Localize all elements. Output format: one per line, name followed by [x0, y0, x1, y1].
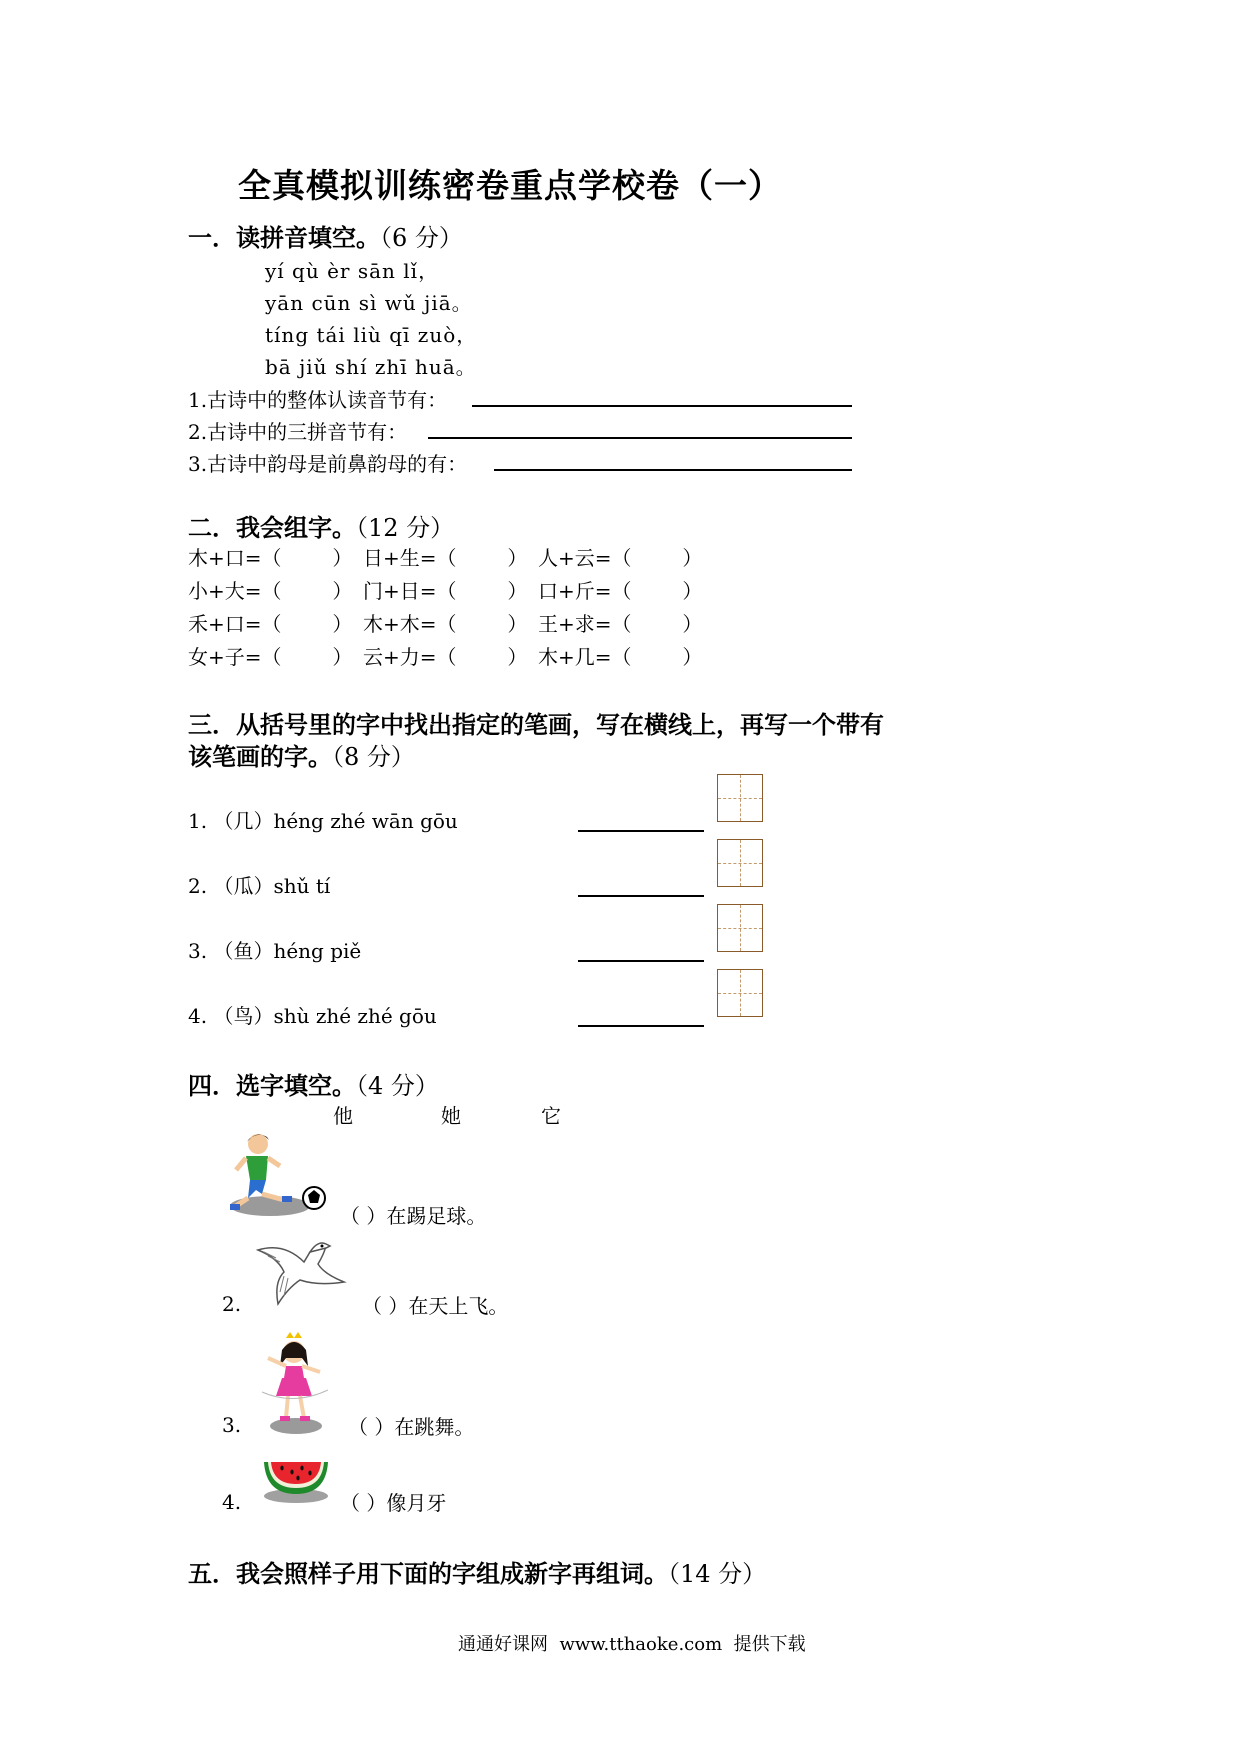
compose-r2c2: 门+日=（ ）: [363, 579, 528, 603]
fill-item-1: （ ）在踢足球。: [340, 1204, 487, 1228]
section4-points: （4 分）: [356, 1072, 439, 1100]
section5-points: （14 分）: [668, 1560, 767, 1588]
section3-heading-line1: 三．从括号里的字中找出指定的笔画，写在横线上，再写一个带有: [188, 710, 884, 739]
dancing-girl-illustration: [252, 1332, 336, 1436]
watermelon-illustration: [260, 1456, 332, 1504]
compose-r1c3: 人+云=（ ）: [538, 546, 703, 570]
compose-r2c3: 口+斤=（ ）: [538, 579, 703, 603]
choice-ta-he: 他: [333, 1104, 353, 1128]
fill-item-2: （ ）在天上飞。: [362, 1294, 509, 1318]
answer-line-1-2[interactable]: [428, 437, 852, 439]
stroke-answer-line-1[interactable]: [578, 830, 704, 832]
dove-illustration: [254, 1232, 350, 1316]
tianzige-box-2[interactable]: [717, 839, 763, 887]
pinyin-line-2: yān cūn sì wǔ jiā。: [265, 291, 473, 315]
tianzige-box-3[interactable]: [717, 904, 763, 952]
fill-item-2-number: 2.: [222, 1292, 242, 1316]
tianzige-box-4[interactable]: [717, 969, 763, 1017]
section2-heading-text: 二．我会组字。: [188, 513, 356, 542]
tianzige-box-1[interactable]: [717, 774, 763, 822]
section1-points: （6 分）: [380, 224, 463, 252]
section4-heading-text: 四．选字填空。: [188, 1071, 356, 1100]
pinyin-line-3: tíng tái liù qī zuò，: [265, 323, 478, 347]
fill-item-4: （ ）像月牙: [340, 1491, 447, 1515]
compose-r3c1: 禾+口=（ ）: [188, 612, 353, 636]
boy-kicking-ball-illustration: [222, 1128, 334, 1220]
answer-line-1-3[interactable]: [494, 469, 852, 471]
section3-heading-line2: [188, 737, 415, 772]
question-1-3: 3.古诗中韵母是前鼻韵母的有：: [188, 452, 468, 476]
stroke-item-3: 3. （鱼）héng piě: [188, 939, 362, 963]
section2-points: （12 分）: [356, 514, 455, 542]
stroke-answer-line-4[interactable]: [578, 1025, 704, 1027]
question-1-1: 1.古诗中的整体认读音节有：: [188, 388, 448, 412]
compose-r4c2: 云+力=（ ）: [363, 645, 528, 669]
answer-line-1-1[interactable]: [472, 405, 852, 407]
compose-r1c1: 木+口=（ ）: [188, 546, 353, 570]
stroke-item-2: 2. （瓜）shǔ tí: [188, 874, 331, 898]
pinyin-line-4: bā jiǔ shí zhī huā。: [265, 355, 477, 379]
section2-heading: [188, 508, 454, 543]
page-title: 全真模拟训练密卷重点学校卷（一）: [238, 166, 782, 205]
footer-source: 通通好课网 www.tthaoke.com 提供下载: [458, 1634, 806, 1655]
choice-ta-it: 它: [541, 1104, 561, 1128]
section5-heading: [188, 1554, 766, 1589]
stroke-answer-line-3[interactable]: [578, 960, 704, 962]
fill-item-3: （ ）在跳舞。: [348, 1415, 475, 1439]
pinyin-line-1: yí qù èr sān lǐ，: [265, 259, 440, 283]
stroke-item-4: 4. （鸟）shù zhé zhé gōu: [188, 1004, 437, 1028]
stroke-answer-line-2[interactable]: [578, 895, 704, 897]
section3-heading-text: 该笔画的字。: [188, 742, 332, 771]
compose-r4c1: 女+子=（ ）: [188, 645, 353, 669]
section1-heading-text: 一．读拼音填空。: [188, 223, 380, 252]
section5-heading-text: 五．我会照样子用下面的字组成新字再组词。: [188, 1559, 668, 1588]
section1-heading: [188, 218, 463, 253]
question-1-2: 2.古诗中的三拼音节有：: [188, 420, 408, 444]
stroke-item-1: 1. （几）héng zhé wān gōu: [188, 809, 458, 833]
choice-ta-she: 她: [441, 1104, 461, 1128]
compose-r3c3: 王+求=（ ）: [538, 612, 703, 636]
section3-points: （8 分）: [332, 743, 415, 771]
compose-r3c2: 木+木=（ ）: [363, 612, 528, 636]
compose-r2c1: 小+大=（ ）: [188, 579, 353, 603]
fill-item-3-number: 3.: [222, 1413, 242, 1437]
compose-r1c2: 日+生=（ ）: [363, 546, 528, 570]
section4-heading: [188, 1066, 439, 1101]
fill-item-4-number: 4.: [222, 1490, 242, 1514]
compose-r4c3: 木+几=（ ）: [538, 645, 703, 669]
